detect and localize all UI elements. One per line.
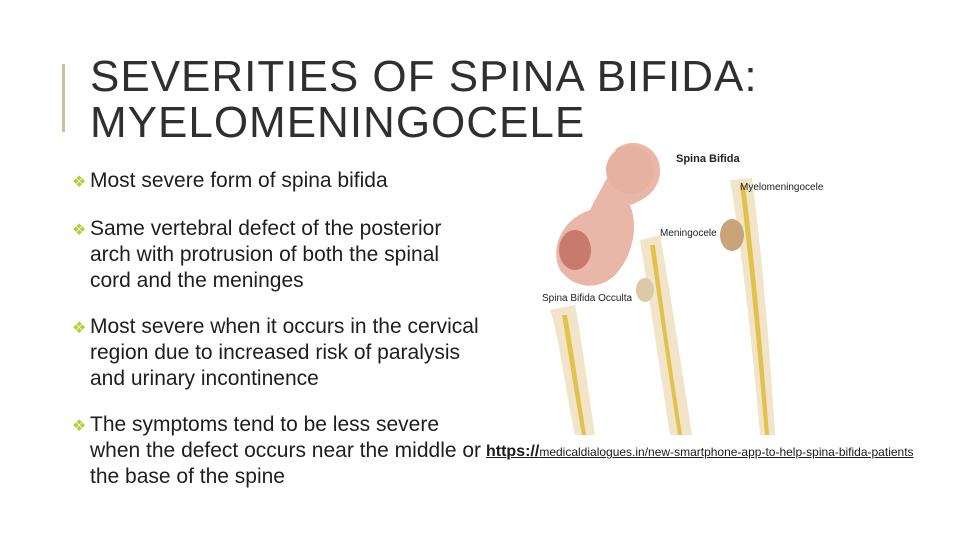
bullet-item: [72, 314, 482, 392]
title-accent-bar: [62, 64, 65, 132]
title-line-1: SEVERITIES OF SPINA BIFIDA:: [90, 52, 758, 101]
bullet-text: The symptoms tend to be less severe when the defect occurs near the middle or the base of the spine: [90, 413, 482, 488]
bullet-text: Most severe when it occurs in the cervical region due to increased risk of paralysis and urinary incontinence: [90, 315, 479, 390]
myelomeningocele-sac: [559, 230, 591, 270]
diamond-bullet-icon: ❖: [72, 320, 87, 337]
bullet-text: Most severe form of spina bifida: [90, 169, 388, 192]
spine-section-occulta: [550, 305, 595, 435]
label-meningocele: Meningocele: [660, 228, 717, 239]
label-myelomeningocele: Myelomeningocele: [740, 182, 824, 193]
baby-head: [606, 146, 654, 194]
diamond-bullet-icon: ❖: [72, 174, 87, 191]
diamond-bullet-icon: ❖: [72, 418, 87, 435]
bullet-item: [72, 168, 482, 196]
source-link-url[interactable]: medicaldialogues.in/new-smartphone-app-to-help-spina-bifida-patients: [539, 445, 914, 459]
bullet-list: [72, 168, 482, 510]
bullet-text: Same vertebral defect of the posterior arch with protrusion of both the spinal cord and the meninges: [90, 217, 442, 292]
spina-bifida-illustration: [520, 140, 775, 440]
diamond-bullet-icon: ❖: [72, 222, 87, 239]
bullet-item: [72, 412, 482, 490]
spine-section-myelomeningocele: [720, 178, 775, 435]
bullet-item: [72, 216, 482, 294]
spine-section-meningocele: [636, 235, 692, 435]
title-line-2: MYELOMENINGOCELE: [90, 98, 586, 147]
slide-title: [90, 54, 758, 146]
label-spina-bifida-occulta: Spina Bifida Occulta: [542, 293, 633, 304]
figure-title: Spina Bifida: [676, 153, 740, 165]
source-link-protocol[interactable]: https://: [486, 443, 540, 460]
source-link[interactable]: [486, 444, 946, 460]
